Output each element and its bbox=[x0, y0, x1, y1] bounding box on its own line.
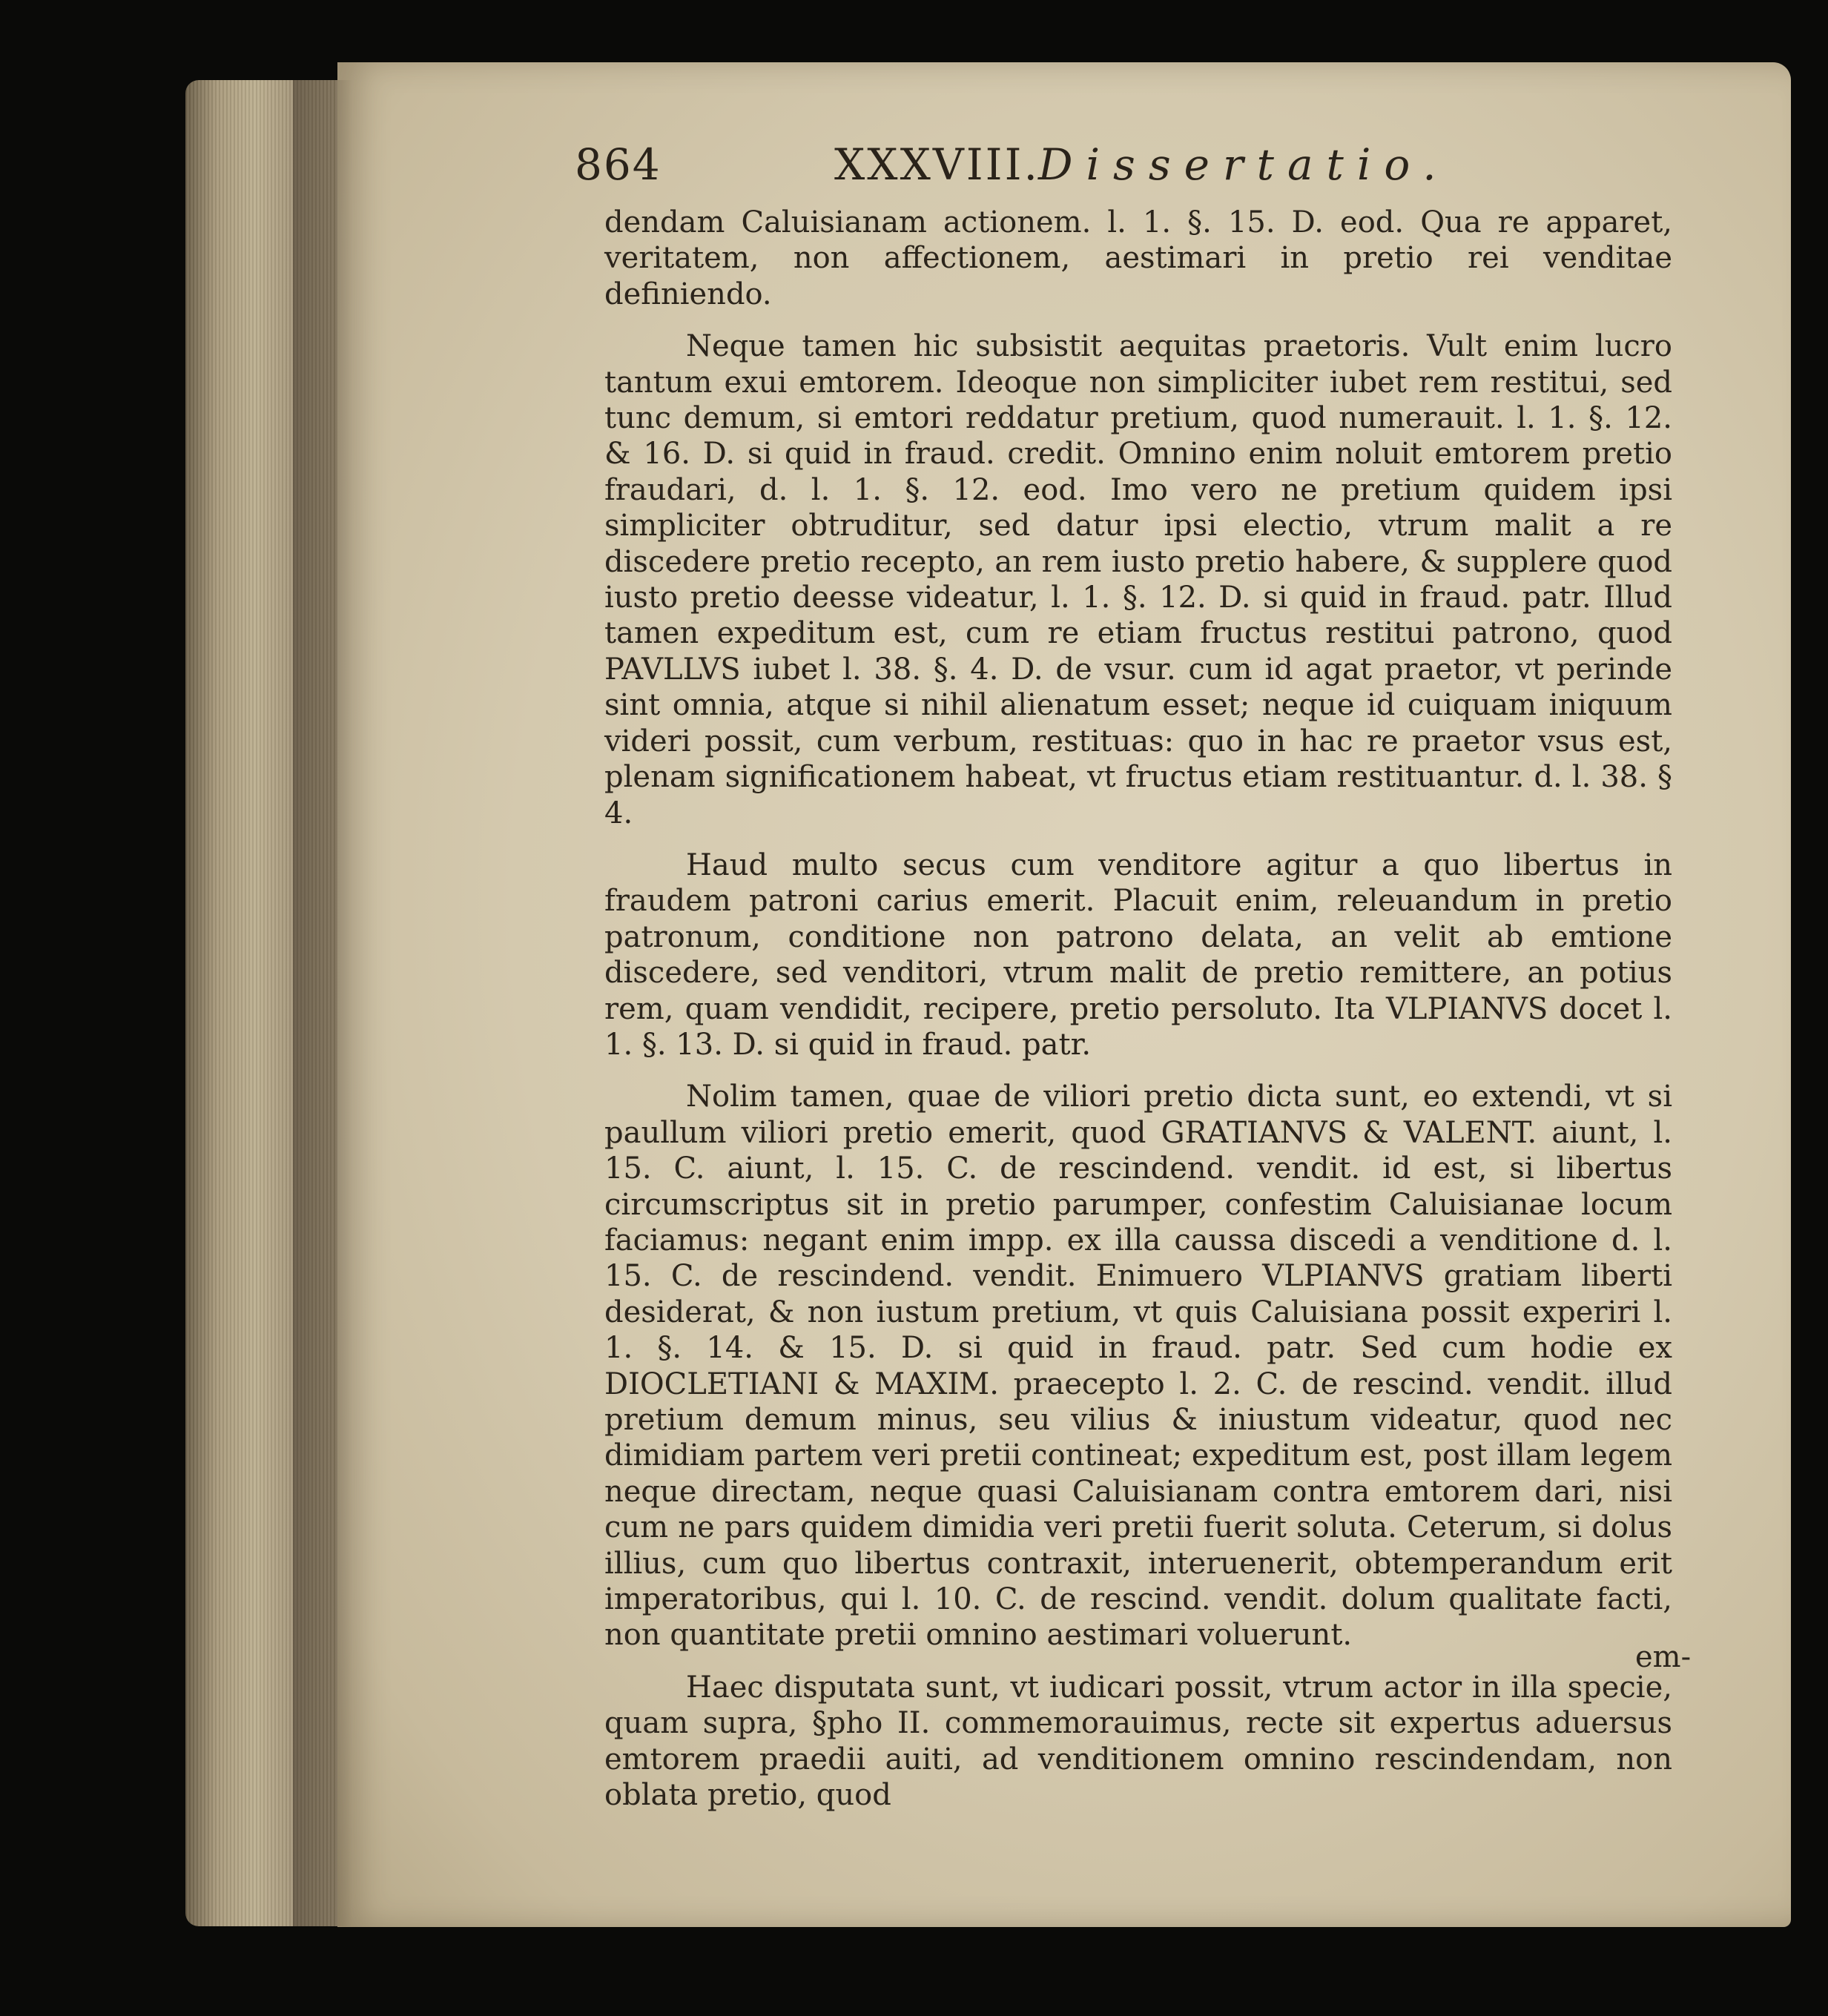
paragraph-4: Nolim tamen, quae de viliori pretio dicta sunt, eo extendi, vt si paullum viliori pretio emerit, quod GRATIANVS & VALENT. aiunt, l. 15. C. aiunt, l. 15. C. de rescindend. vendit. id est, si libertus circumscriptus sit in pretio parumper, confestim Caluisianae locum faciamus: negant enim impp. ex illa caussa discedi a venditione d. l. 15. C. de rescindend. vendit. Enimuero VLPIANVS gratiam liberti desiderat, & non iustum pretium, vt quis Caluisiana possit experiri l. 1. §. 14. & 15. D. si quid in fraud. patr. Sed cum hodie ex DIOCLETIANI & MAXIM. praecepto l. 2. C. de rescind. vendit. illud pretium demum minus, seu vilius & iniustum videatur, quod nec dimidiam partem veri pretii contineat; expeditum est, post illam legem neque directam, neque quasi Caluisianam contra emtorem dari, nisi cum ne pars quidem dimidia veri pretii fuerit soluta. Ceterum, si dolus illius, cum quo libertus contraxit, interuenerit, obtemperandum erit imperatoribus, qui l. 10. C. de rescind. vendit. dolum qualitate facti, non quantitate pretii omnino aestimari voluerunt. bbox=[604, 1080, 1672, 1653]
catchword: em- bbox=[1635, 1640, 1692, 1674]
page-gutter-shadow bbox=[293, 80, 352, 1926]
paragraph-1: dendam Caluisianam actionem. l. 1. §. 15. D. eod. Qua re apparet, veritatem, non affectionem, aestimari in pretio rei venditae definiendo. bbox=[604, 205, 1672, 311]
paragraph-5: Haec disputata sunt, vt iudicari possit, vtrum actor in illa specie, quam supra, §pho II. commemorauimus, recte sit expertus aduersus emtorem praedii auiti, ad venditionem omnino rescindendam, non oblata pretio, quod bbox=[604, 1670, 1672, 1813]
body-text bbox=[604, 205, 1672, 1813]
page-number: 864 bbox=[575, 139, 661, 190]
paragraph-3: Haud multo secus cum venditore agitur a quo libertus in fraudem patroni carius emerit. Placuit enim, releuandum in pretio patronum, conditione non patrono delata, an velit ab emtione discedere, sed venditori, vtrum malit de pretio remittere, an potius rem, quam vendidit, recipere, pretio persoluto. Ita VLPIANVS docet l. 1. §. 13. D. si quid in fraud. patr. bbox=[604, 847, 1672, 1062]
running-head bbox=[575, 139, 1457, 191]
section-number: XXXVIII. bbox=[834, 139, 1040, 190]
section-title: Dissertatio. bbox=[1038, 139, 1450, 190]
paragraph-2: Neque tamen hic subsistit aequitas praetoris. Vult enim lucro tantum exui emtorem. Ideoque non simpliciter iubet rem restitui, sed tunc demum, si emtori reddatur pretium, quod numerauit. l. 1. §. 12. & 16. D. si quid in fraud. credit. Omnino enim noluit emtorem pretio fraudari, d. l. 1. §. 12. eod. Imo vero ne pretium quidem ipsi simpliciter obtruditur, sed datur ipsi electio, vtrum malit a re discedere pretio recepto, an rem iusto pretio habere, & supplere quod iusto pretio deesse videatur, l. 1. §. 12. D. si quid in fraud. patr. Illud tamen expeditum est, cum re etiam fructus restitui patrono, quod PAVLLVS iubet l. 38. §. 4. D. de vsur. cum id agat praetor, vt perinde sint omnia, atque si nihil alienatum esset; neque id cuiquam iniquum videri possit, cum verbum, restituas: quo in hac re praetor vsus est, plenam significationem habeat, vt fructus etiam restituantur. d. l. 38. § 4. bbox=[604, 329, 1672, 830]
